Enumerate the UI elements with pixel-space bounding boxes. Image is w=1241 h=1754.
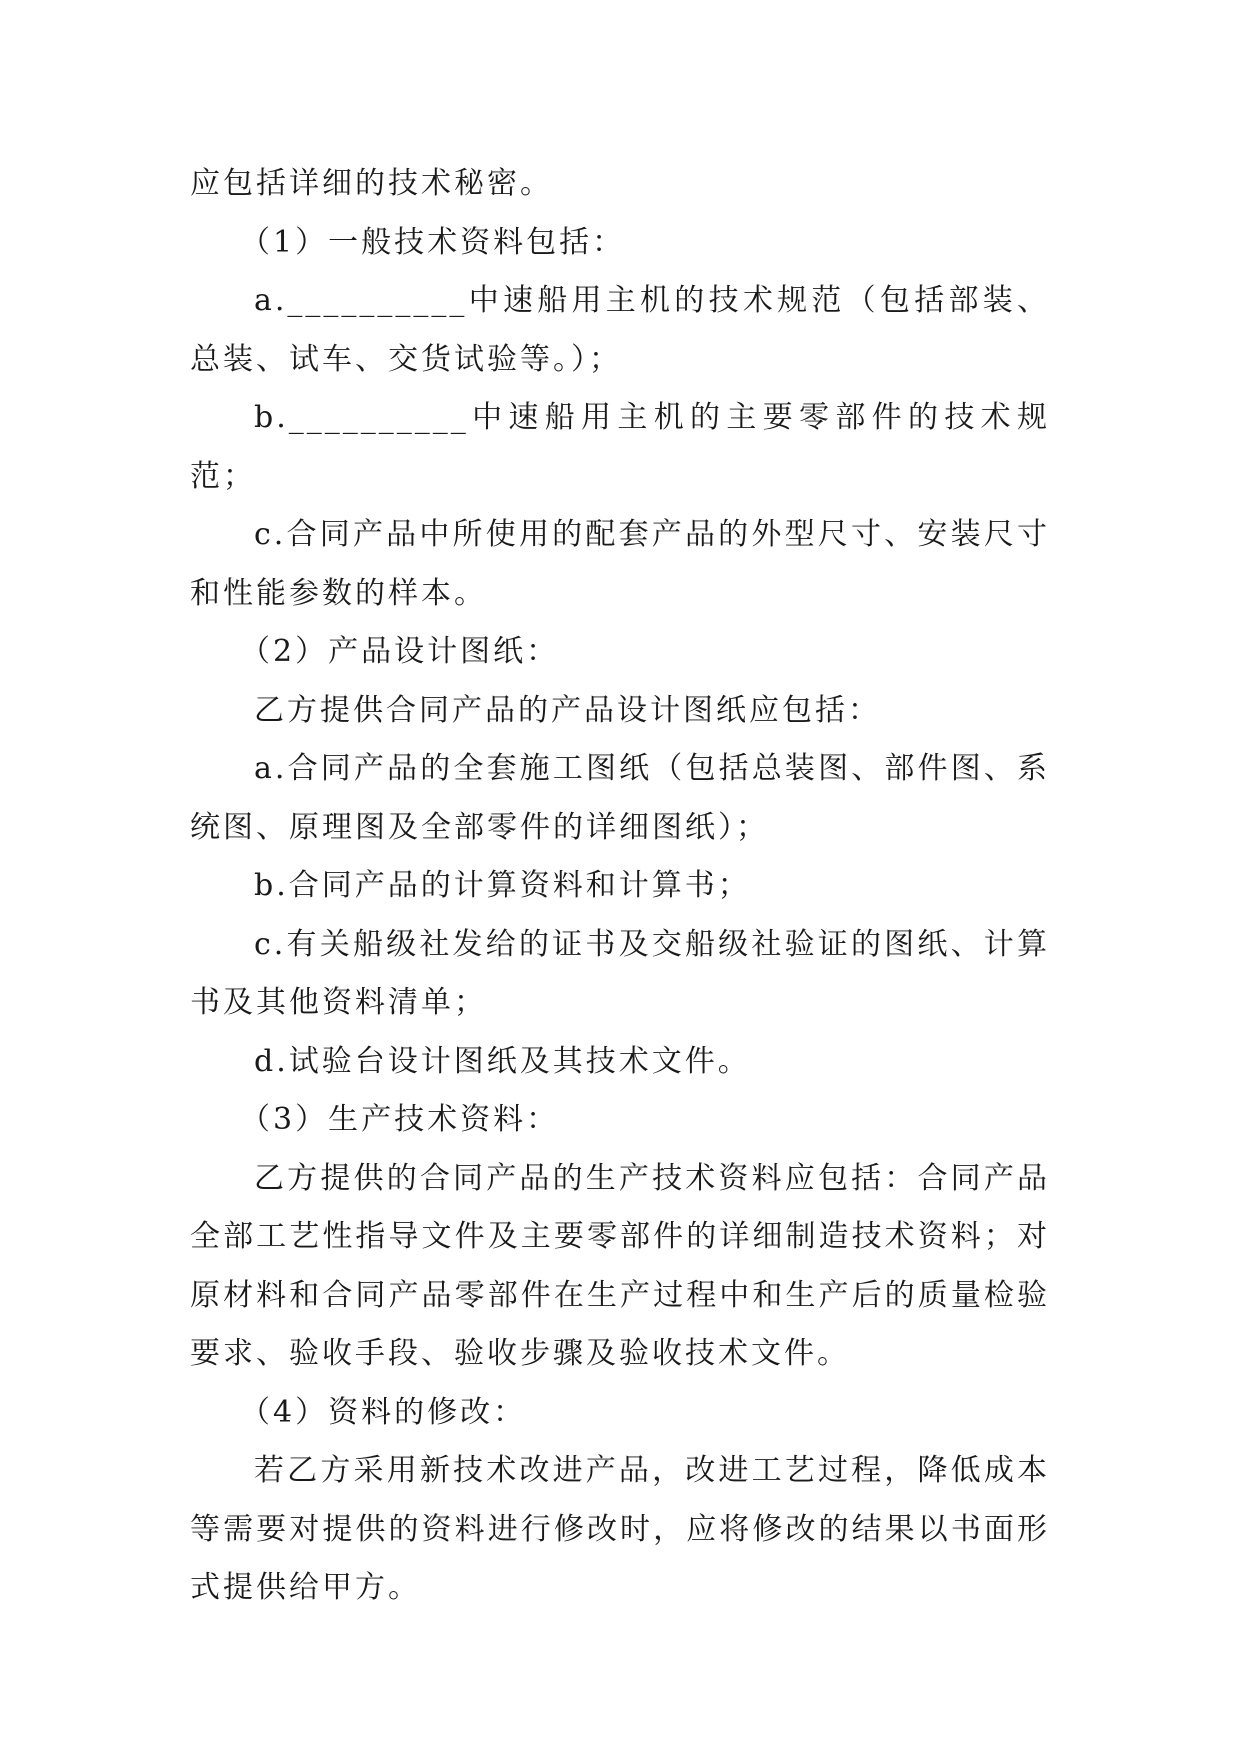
- section-heading-production-docs: （3）生产技术资料：: [240, 1102, 560, 1137]
- list-item-a-drawings: a.合同产品的全套施工图纸（包括总装图、部件图、系统图、原理图及全部零件的详细图纸）；: [190, 751, 1050, 845]
- list-item-c-samples: c.合同产品中所使用的配套产品的外型尺寸、安装尺寸和性能参数的样本。: [190, 517, 1050, 611]
- list-item-a-tech-spec: a.__________中速船用主机的技术规范（包括部装、总装、试车、交货试验等。）；: [190, 283, 1050, 377]
- list-item-b-parts-spec: b.__________中速船用主机的主要零部件的技术规范；: [190, 400, 1050, 494]
- paragraph-doc-modification: 若乙方采用新技术改进产品，改进工艺过程，降低成本等需要对提供的资料进行修改时，应将修改的结果以书面形式提供给甲方。: [190, 1453, 1050, 1605]
- list-item-c-certificates: c.有关船级社发给的证书及交船级社验证的图纸、计算书及其他资料清单；: [190, 926, 1050, 1020]
- paragraph-production-docs: 乙方提供的合同产品的生产技术资料应包括：合同产品全部工艺性指导文件及主要零部件的详细制造技术资料；对原材料和合同产品零部件在生产过程中和生产后的质量检验要求、验收手段、验收步骤及验收技术文件。: [190, 1160, 1050, 1371]
- document-body: [190, 155, 1050, 1618]
- paragraph-continuation: 应包括详细的技术秘密。: [190, 166, 553, 201]
- section-heading-general-tech-docs: （1）一般技术资料包括：: [240, 224, 626, 260]
- section-heading-doc-modification: （4）资料的修改：: [240, 1394, 527, 1430]
- paragraph-design-intro: 乙方提供合同产品的产品设计图纸应包括：: [254, 692, 881, 728]
- list-item-b-calculations: b.合同产品的计算资料和计算书；: [254, 868, 751, 903]
- section-heading-design-drawings: （2）产品设计图纸：: [240, 634, 560, 669]
- list-item-d-test-bench: d.试验台设计图纸及其技术文件。: [254, 1043, 751, 1079]
